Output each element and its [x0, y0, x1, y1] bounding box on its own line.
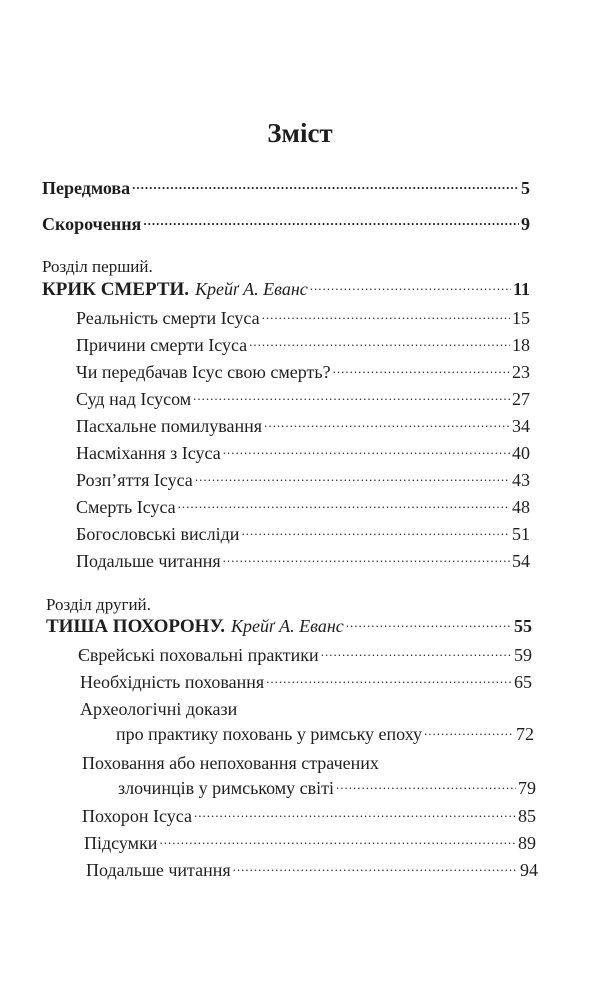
- chapter1-section-label: Розділ перший.: [42, 257, 153, 276]
- entry-label: Похорон Ісуса: [82, 806, 192, 826]
- entry-label: Суд над Ісусом: [76, 389, 192, 409]
- toc-chapter1-heading[interactable]: [42, 277, 530, 302]
- entry-page: 48: [512, 497, 530, 517]
- entry-label: Подальше читання: [76, 551, 221, 571]
- entry-label: Причини смерти Ісуса: [76, 335, 248, 355]
- entry-page: 94: [520, 860, 538, 880]
- entry-label: Насміхання з Ісуса: [76, 443, 221, 463]
- dot-leader: [194, 808, 516, 822]
- entry-label: Підсумки: [84, 833, 158, 853]
- dot-leader: [223, 553, 510, 567]
- entry-page: 89: [518, 833, 536, 853]
- toc-entry[interactable]: [80, 670, 532, 694]
- entry-label: Розп’яття Ісуса: [76, 470, 193, 490]
- dot-leader: [346, 618, 512, 632]
- toc-entry[interactable]: [84, 831, 536, 855]
- entry-page: 11: [512, 279, 530, 299]
- toc-entry[interactable]: [76, 333, 530, 357]
- entry-page: 85: [518, 806, 536, 826]
- entry-label: Чи передбачав Ісус свою смерть?: [76, 362, 331, 382]
- entry-label: Смерть Ісуса: [76, 497, 176, 517]
- toc-entry[interactable]: [76, 495, 530, 519]
- toc-entry-abbreviations[interactable]: [42, 212, 530, 236]
- toc-entry-preface[interactable]: [42, 176, 530, 200]
- dot-leader: [159, 835, 516, 849]
- entry-page: 72: [516, 724, 534, 744]
- toc-entry[interactable]: [76, 306, 530, 330]
- toc-entry-continuation[interactable]: [118, 776, 536, 800]
- entry-label: про практику поховань у римську епоху: [116, 724, 423, 744]
- dot-leader: [321, 647, 512, 661]
- entry-page: 43: [512, 470, 530, 490]
- dot-leader: [336, 780, 516, 794]
- dot-leader: [178, 499, 510, 513]
- entry-page: 59: [514, 645, 532, 665]
- toc-entry-first-line[interactable]: Поховання або непоховання страчених: [82, 753, 379, 773]
- entry-label: злочинців у римському світі: [118, 778, 335, 798]
- dot-leader: [264, 418, 510, 432]
- chapter1-author: Крейґ А. Еванс: [195, 279, 308, 299]
- dot-leader: [143, 216, 519, 230]
- dot-leader: [241, 526, 510, 540]
- entry-label: Необхідність поховання: [80, 672, 265, 692]
- entry-label: Єврейські поховальні практики: [78, 645, 319, 665]
- entry-page: 55: [514, 616, 532, 636]
- entry-page: 15: [512, 308, 530, 328]
- toc-entry[interactable]: [76, 522, 530, 546]
- toc-entry[interactable]: [76, 414, 530, 438]
- entry-page: 40: [512, 443, 530, 463]
- dot-leader: [223, 445, 510, 459]
- toc-entry[interactable]: [76, 468, 530, 492]
- entry-label: Пасхальне помилування: [76, 416, 263, 436]
- dot-leader: [266, 674, 512, 688]
- toc-entry[interactable]: [86, 858, 538, 882]
- entry-page: 51: [512, 524, 530, 544]
- entry-label: Богословські висліди: [76, 524, 240, 544]
- toc-entry-first-line[interactable]: Археологічні докази: [80, 699, 238, 719]
- chapter2-author: Крейґ А. Еванс: [231, 616, 344, 636]
- dot-leader: [424, 726, 514, 740]
- entry-page: 79: [518, 778, 536, 798]
- dot-leader: [310, 281, 511, 295]
- toc-chapter2-heading[interactable]: [46, 614, 532, 639]
- chapter2-title: ТИША ПОХОРОНУ.: [46, 616, 226, 637]
- toc-entry[interactable]: [76, 441, 530, 465]
- toc-entry[interactable]: [76, 549, 530, 573]
- entry-label: Передмова: [42, 178, 131, 198]
- entry-label: Подальше читання: [86, 860, 231, 880]
- toc-entry[interactable]: [76, 360, 530, 384]
- toc-title: Зміст: [267, 118, 333, 148]
- entry-page: 54: [512, 551, 530, 571]
- toc-entry[interactable]: [78, 643, 532, 667]
- entry-page: 5: [521, 178, 530, 198]
- entry-label: Реальність смерти Ісуса: [76, 308, 260, 328]
- chapter1-title: КРИК СМЕРТИ.: [42, 279, 190, 300]
- entry-page: 18: [512, 335, 530, 355]
- dot-leader: [333, 364, 510, 378]
- toc-entry[interactable]: [76, 387, 530, 411]
- entry-page: 27: [512, 389, 530, 409]
- dot-leader: [249, 337, 510, 351]
- entry-page: 9: [521, 214, 530, 234]
- dot-leader: [195, 472, 510, 486]
- entry-label: Скорочення: [42, 214, 142, 234]
- dot-leader: [193, 391, 510, 405]
- dot-leader: [132, 180, 519, 194]
- entry-page: 23: [512, 362, 530, 382]
- toc-entry-continuation[interactable]: [116, 722, 534, 746]
- dot-leader: [262, 310, 510, 324]
- chapter2-section-label: Розділ другий.: [46, 595, 151, 614]
- toc-entry[interactable]: [82, 804, 536, 828]
- dot-leader: [233, 862, 518, 876]
- entry-page: 65: [514, 672, 532, 692]
- entry-page: 34: [512, 416, 530, 436]
